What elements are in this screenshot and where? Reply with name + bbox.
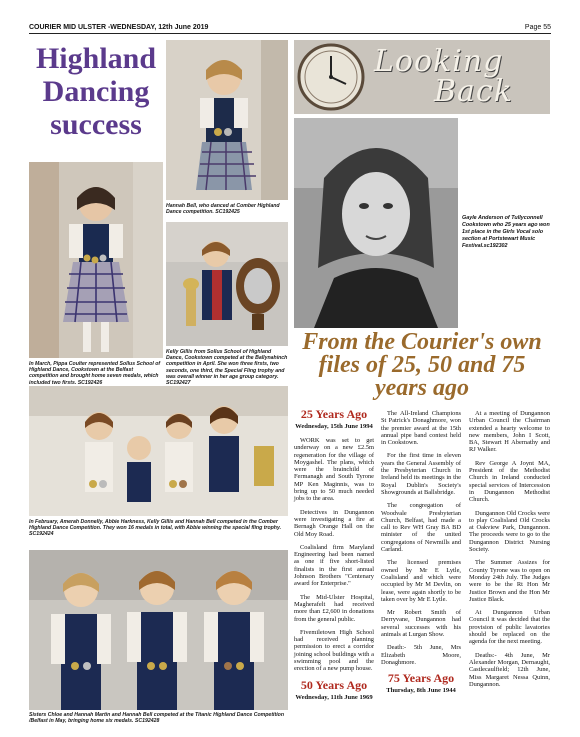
- date-25-years: Wednesday, 15th June 1994: [295, 423, 373, 430]
- story-paragraph: The Mid-Ulster Hospital, Magherafelt had received more than £2,600 in donations from the general public.: [294, 593, 374, 623]
- column-25-years: [294, 408, 374, 708]
- story-paragraph: Detectives in Dungannon were investigating a fire at Bernagh Orange Hall on the Old Moy Road.: [294, 508, 374, 538]
- caption-hannah: Hannah Bell, who danced at Comber Highland Dance competition. SC192425: [166, 203, 280, 216]
- page-header: [29, 22, 551, 34]
- heading-50-years-ago: 50 Years Ago: [300, 677, 368, 692]
- column-75-years: [469, 410, 550, 694]
- story-paragraph: Fivemiletown High School had received planning permission to erect a corridor joining school buildings with a swimming pool and the erection of a new pump house.: [294, 628, 374, 673]
- page-number: Page 55: [524, 24, 551, 31]
- title-line-3: success: [50, 108, 142, 141]
- story-paragraph: Coalisland firm Maryland Engineering had been named as one if five short-listed finalists in the first annual Johnson Brothers "Centenary award for Enterprise.": [294, 543, 374, 588]
- looking-back-headline: From the Courier's own files of 25, 50 and 75 years ago: [302, 329, 542, 401]
- caption-sisters: Sisters Chloe and Hannah Martin and Hannah Bell competed at the Titanic Highland Dance Competition /Belfast in May, bringing home six medals. SC192428: [29, 712, 284, 725]
- story-paragraph: Mr Robert Smith of Derryvane, Dungannon had several successes with his animals at Lurgan Show.: [381, 609, 461, 639]
- caption-kelly: Kelly Gillis from Sollus School of Highland Dance, Cookstown competed at the Ballynahinch competition in April. She won three firsts, two seconds, one third, the Special Fling trophy and was overall winner in her age group category. SC192427: [166, 349, 288, 387]
- looking-back-banner: [294, 40, 550, 114]
- photo-hannah-bell: [166, 40, 288, 200]
- photo-group-comber: [29, 386, 288, 516]
- story-paragraph: Dungannon Old Crocks were to play Coalisland Old Crocks at Oakview Park, Dungannon. The proceeds were to go to the Dungannon District Nursing Society.: [469, 509, 550, 554]
- banner-word-back: Back: [434, 74, 513, 109]
- title-line-1: Highland: [35, 42, 157, 75]
- story-paragraph: The Summer Assizes for County Tyrone was to open on Monday 24th July. The Judges were to be the Rt Hon Mr Justice Brown and the Hon Mr Justice Black.: [469, 559, 550, 603]
- date-75-years: Thursday, 8th June 1944: [386, 687, 456, 695]
- story-paragraph: For the first time in eleven years the General Assembly of the Presbyterian Church in Ireland held its meetings in the Royal Dublin's Society's Showgrounds at Ballsbridge.: [381, 452, 461, 496]
- column-50-years: [381, 410, 461, 701]
- title-line-2: Dancing: [42, 75, 150, 108]
- banner-word-looking: Looking: [374, 44, 504, 79]
- story-paragraph: Death:- 5th June, Mrs Elizabeth Moore, Donaghmore.: [381, 644, 461, 666]
- story-paragraph: Rev George A Joynt MA, President of the Methodist Church in Ireland conducted special services of Intercession in Dungannon Methodist Church.: [469, 459, 550, 504]
- story-paragraph: The All-Ireland Champions St Patrick's Donaghmore, won the premier award at the 15th annual pipe band contest held in Cookstown.: [381, 410, 461, 447]
- story-paragraph: The congregation of Woodvale Presbyterian Church, Belfast, had made a call to Rev WH Gray BA BD minister of the united congregatons of Newmills and Carland.: [381, 502, 461, 554]
- date-50-years: Wednesday, 11th June 1969: [295, 693, 373, 701]
- photo-pippa-coulter: [29, 162, 163, 358]
- story-paragraph: At Dungannon Urban Council it was decided that the provision of public lavatories should be replaced on the agenda for the next meeting.: [469, 609, 550, 646]
- photo-gayle-anderson: [294, 118, 458, 328]
- photo-kelly-gillis: [166, 222, 288, 346]
- caption-group: In February, Amerah Donnelly, Abbie Harkness, Kelly Gillis and Hannah Bell competed in the Comber Highland Dance Competition. They won 16 medals in total, with Abbie winning the special fling trophy. SC192424: [29, 519, 282, 538]
- story-paragraph: At a meeting of Dungannon Urban Council the Chairman extended a hearty welcome to new members, John I Scott, BA, Stewart H Abernathy and RJ Walker.: [469, 410, 550, 454]
- caption-pippa: In March, Pippa Coulter represented Sollus School of Highland Dance, Cookstown at the Belfast competition and brought home seven medals, which included two firsts. SC192426: [29, 361, 161, 386]
- clock-illustration: [296, 42, 366, 112]
- photo-sisters-titanic: [29, 550, 288, 710]
- heading-75-years-ago: 75 Years Ago: [387, 671, 455, 686]
- story-paragraph: WORK was set to get underway on a new £2.5m regeneration for the village of Moygashel. The plans, which were the brainchild of Fermanagh and South Tyrone MP Ken Maginnis, was to bring up to 50 much needed jobs to the area.: [294, 437, 374, 503]
- caption-gayle: Gayle Anderson of Tullyconnell Cookstown who 25 years ago won 1st place in the Girls Vocal solo section at Portstewart Music Festival.sc192302: [462, 215, 550, 249]
- story-paragraph: The licensed premises owned by Mr E Lytle, Coalisland and which were occupied by Mr M Devlin, on lease, were again shortly to be taken over by Mr E Lytle.: [381, 559, 461, 603]
- story-paragraph: Deaths:- 4th June, Mr Alexander Morgan, Dernaught, Castlecaulfield; 12th June, Miss Margaret Nessa Quinn, Dungannon.: [469, 651, 550, 688]
- heading-25-years-ago: 25 Years Ago: [300, 407, 368, 421]
- publication-date: COURIER MID ULSTER -WEDNESDAY, 12th June 2019: [29, 24, 209, 31]
- article-title: [29, 42, 163, 141]
